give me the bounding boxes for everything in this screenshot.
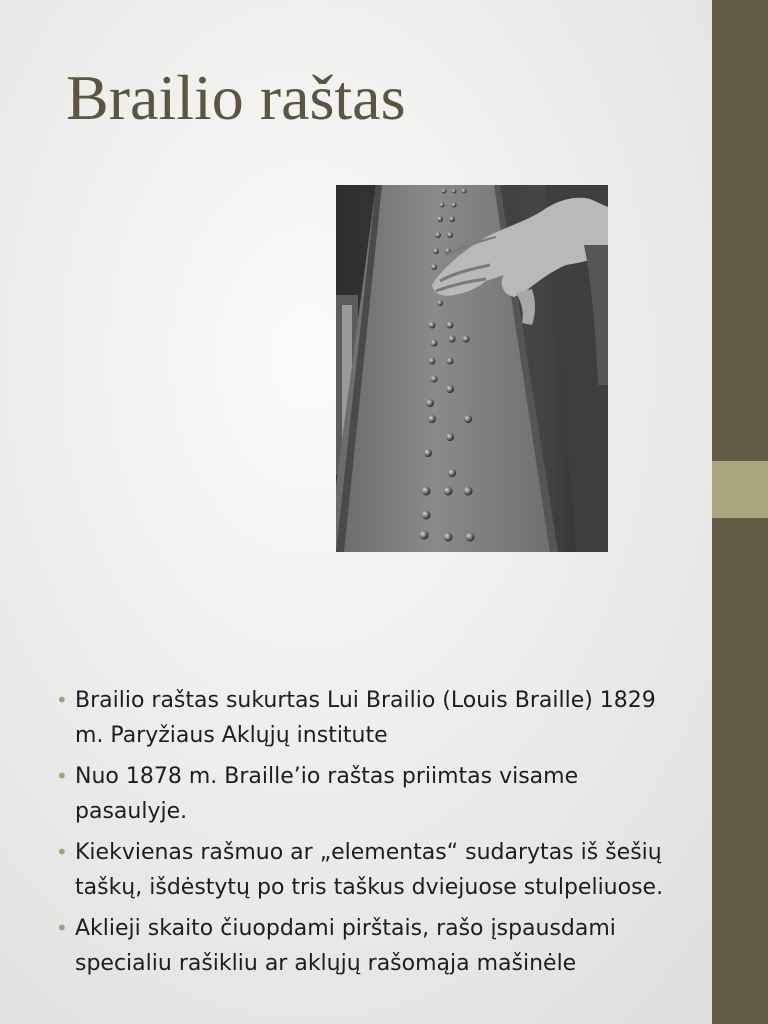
bullet-text: Kiekvienas rašmuo ar „elementas“ sudarytas iš šešių taškų, išdėstytų po tris taškus dviejuose stulpeliuose. — [75, 840, 664, 900]
bullet-marker: • — [56, 916, 68, 940]
bullet-item — [56, 759, 686, 829]
bullet-marker: • — [56, 688, 68, 712]
slide-title: Brailio raštas — [66, 62, 406, 133]
bullet-text: Nuo 1878 m. Braille’io raštas priimtas visame pasaulyje. — [75, 764, 579, 824]
side-accent — [712, 461, 768, 518]
bullet-marker: • — [56, 764, 68, 788]
bullet-item — [56, 911, 686, 981]
bullet-text: Aklieji skaito čiuopdami pirštais, rašo įspausdami specialiu rašikliu ar aklųjų rašomąja mašinėle — [75, 916, 616, 976]
bullet-item — [56, 835, 686, 905]
braille-photo — [336, 185, 608, 552]
bullet-marker: • — [56, 840, 68, 864]
bullet-item — [56, 683, 686, 753]
bullet-list — [56, 683, 686, 987]
bullet-text: Brailio raštas sukurtas Lui Brailio (Louis Braille) 1829 m. Paryžiaus Aklųjų institute — [75, 688, 656, 748]
